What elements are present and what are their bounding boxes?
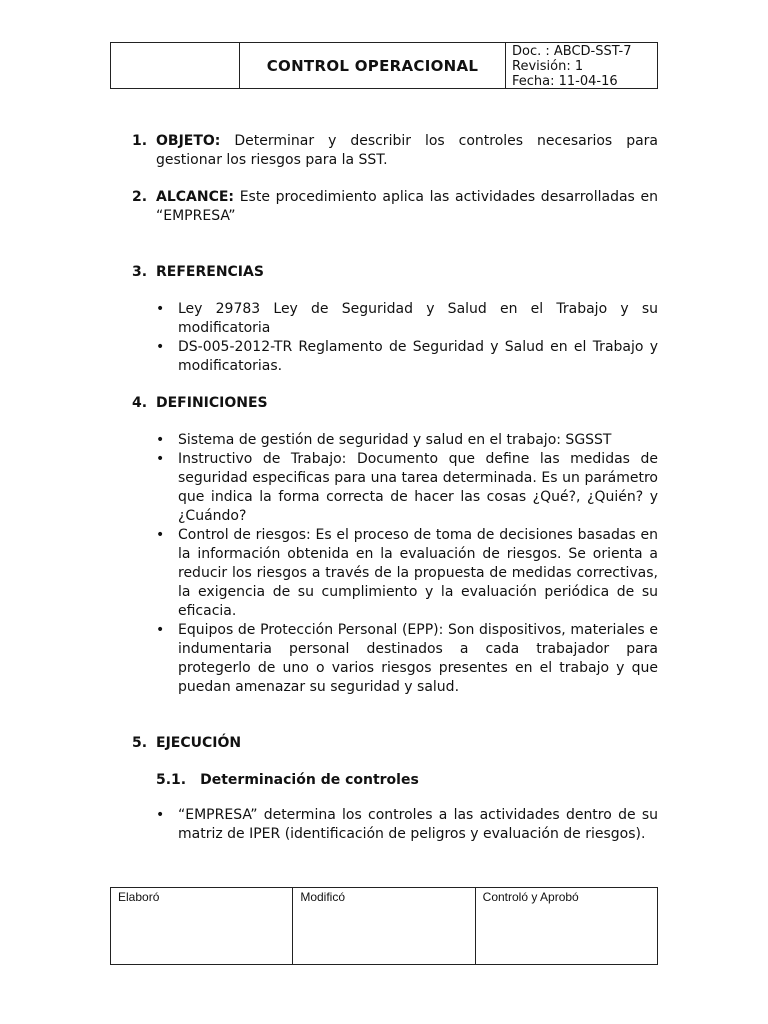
referencias-list: [132, 300, 658, 376]
list-item-text: DS-005-2012-TR Reglamento de Seguridad y Salud en el Trabajo y modificatorias.: [178, 339, 658, 374]
bullet: •: [156, 622, 165, 638]
section-text: Determinar y describir los controles necesarios para gestionar los riesgos para la SST.: [156, 133, 658, 168]
list-item: [132, 300, 658, 338]
list-item: [132, 621, 658, 697]
section-label: DEFINICIONES: [156, 395, 268, 411]
bullet: •: [156, 339, 165, 355]
revision: Revisión: 1: [512, 59, 584, 74]
list-item-text: Control de riesgos: Es el proceso de toma de decisiones basadas en la información obtenida en la evaluación de riesgos. Se orienta a reducir los riesgos a través de la propuesta de medidas correctivas, la exigencia de su cumplimiento y la evaluación periódica de su eficacia.: [178, 527, 658, 619]
subsection-number: 5.1.: [156, 772, 187, 788]
subsection-label: Determinación de controles: [200, 772, 419, 788]
section-number: 4.: [132, 395, 148, 411]
section-number: 5.: [132, 735, 148, 751]
list-item-text: Equipos de Protección Personal (EPP): Son dispositivos, materiales e indumentaria personal destinados a cada trabajador para protegerlo de uno o varios riesgos presentes en el trabajo y que puedan amenazar su seguridad y salud.: [178, 622, 658, 695]
bullet: •: [156, 527, 165, 543]
doc-code: Doc. : ABCD-SST-7: [512, 44, 632, 59]
section-alcance: [132, 188, 658, 226]
date: Fecha: 11-04-16: [512, 74, 618, 89]
document-meta: [506, 43, 657, 88]
document-body: [132, 132, 658, 844]
section-number: 1.: [132, 133, 148, 149]
list-item-text: Sistema de gestión de seguridad y salud en el trabajo: SGSST: [178, 432, 612, 448]
bullet: •: [156, 451, 165, 467]
header-table: [110, 42, 658, 89]
section-definiciones: [132, 394, 658, 413]
list-item: [132, 450, 658, 526]
section-number: 2.: [132, 189, 148, 205]
aprobo-cell: Controló y Aprobó: [482, 890, 579, 904]
section-referencias: [132, 263, 658, 282]
list-item-text: Instructivo de Trabajo: Documento que define las medidas de seguridad especificas para una tarea determinada. Es un parámetro que indica la forma correcta de hacer las cosas ¿Qué?, ¿Quién? y ¿Cuándo?: [178, 451, 658, 524]
list-item: [132, 338, 658, 376]
section-label: OBJETO:: [156, 133, 221, 149]
document-title: CONTROL OPERACIONAL: [240, 43, 506, 88]
ejecucion-list: [132, 806, 658, 844]
section-label: EJECUCIÓN: [156, 735, 242, 751]
section-label: REFERENCIAS: [156, 264, 264, 280]
logo-cell: [111, 43, 240, 88]
bullet: •: [156, 807, 165, 823]
list-item-text: “EMPRESA” determina los controles a las actividades dentro de su matriz de IPER (identificación de peligros y evaluación de riesgos).: [178, 807, 658, 842]
list-item: [132, 806, 658, 844]
section-text: Este procedimiento aplica las actividades desarrolladas en “EMPRESA”: [156, 189, 658, 224]
section-objeto: [132, 132, 658, 170]
elaboro-cell: Elaboró: [111, 888, 293, 964]
bullet: •: [156, 432, 165, 448]
subsection-determinacion: [132, 771, 658, 790]
modifico-cell: Modificó: [293, 888, 475, 964]
definiciones-list: [132, 431, 658, 697]
section-ejecucion: [132, 734, 658, 753]
list-item-text: Ley 29783 Ley de Seguridad y Salud en el Trabajo y su modificatoria: [178, 301, 658, 336]
section-number: 3.: [132, 264, 148, 280]
section-label: ALCANCE:: [156, 189, 235, 205]
list-item: [132, 526, 658, 621]
signature-table: [110, 887, 658, 965]
bullet: •: [156, 301, 165, 317]
list-item: [132, 431, 658, 450]
